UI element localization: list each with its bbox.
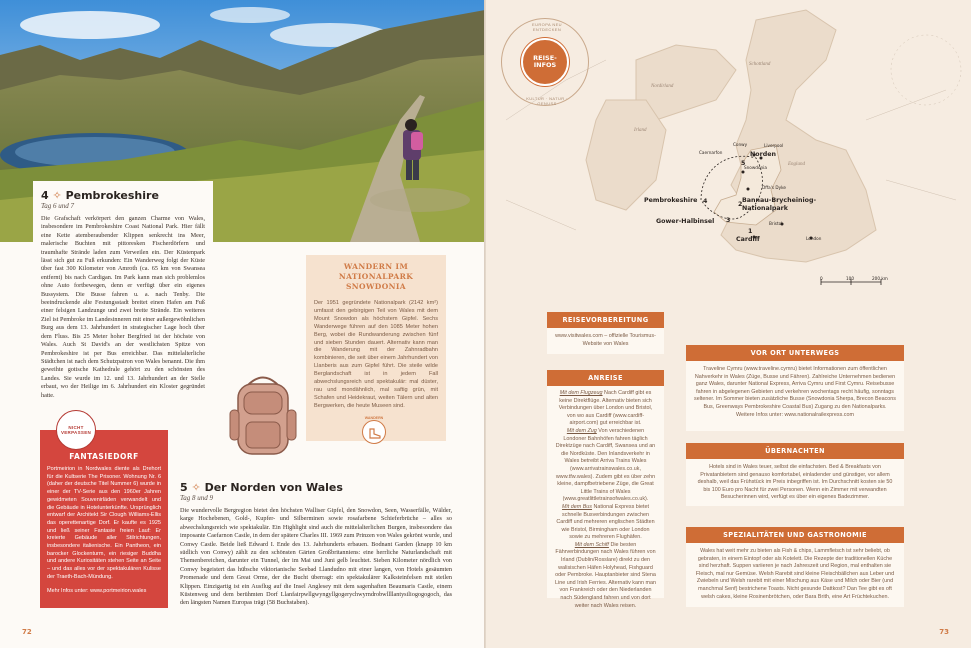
anreise-bus-label: Mit dem Bus bbox=[562, 503, 593, 510]
map-label-bannau: Bannau-Brycheiniog-Nationalpark bbox=[742, 197, 817, 212]
anreise-flug-text: Nach Cardiff gibt es keine Direktflüge. Alternativ bieten sich Verbindungen über London und Bristol, von wo aus Cardiff (www.cardiff-airport.com) gut erreichbar ist. bbox=[558, 390, 653, 427]
map-stop-1: 1 bbox=[748, 228, 753, 235]
wandern-text: Der 1951 gegründete Nationalpark (2142 km²) umfasst den gebirgigen Teil von Wales mit dem Mount Snowdon als höchstem Gipfel. Sechs Wanderwege führen auf den 1085 Meter hohen Berg, wobei die Rundwanderung zwischen fünf und sieben Stunden dauert. Alternativ kann man die Wanderung mit der Zahnradbahn kombinieren, die seit über einem Jahrhundert von Llanberis aus zum Gipfel führt. Die steile wilde Berglandschaft ist in jedem Fall abwechslungsreich und spektakulär: mal düster, rau und mondähnlich, mal saftig grün, mit Schafen und Heidekraut, weiten Tälern und alten Bergwerken, die heute Museen sind. bbox=[314, 300, 438, 409]
section-number: 4 bbox=[41, 189, 49, 202]
box-reisevorbereitung bbox=[547, 312, 664, 354]
anreise-bus-text: National Express bietet schnelle Busverbindungen zwischen Cardiff und mehreren englischen Städten wie Bristol, Birmingham oder London sowie zu mehreren Flughäfen. bbox=[556, 503, 655, 541]
section-norden-von-wales bbox=[180, 481, 452, 608]
norden-heading bbox=[180, 481, 452, 494]
map-stop-3: 3 bbox=[726, 217, 731, 224]
stamp-top-text: EUROPA NEU ENTDECKEN bbox=[532, 22, 562, 32]
anreise-schiff-text: Die besten Fährverbindungen nach Wales führen von Irland (Dublin/Rosslare) direkt zu den walisischen Häfen Holyhead, Fishguard oder Pembroke. Hauptanbieter sind Stena Line und Irish Ferries. Alternativ kann man von Frankreich oder den Niederlanden nach Südengland fahren und von dort weiter nach Wales reisen. bbox=[555, 541, 656, 609]
anreise-flug-label: Mit dem Flugzeug bbox=[559, 390, 603, 396]
anreise-zug-text: Von verschiedenen Londoner Bahnhöfen fahren täglich Direktzüge nach Cardiff, Swansea und an die Nordküste. Den Inlandsverkehr in Wales betreibt Arriva Trains Wales (www.arrivatrainswales.co.uk, www.tfw.wales). Zudem gibt es über zehn kleine, dampfbetriebene Züge, die Great Little Trains of Wales (www.greatlittletrainsofwales.co.uk). bbox=[555, 427, 656, 503]
anreise-zug-label: Mit dem Zug bbox=[566, 427, 597, 434]
hiking-boot-icon bbox=[362, 420, 386, 444]
section-days: Tag 8 und 9 bbox=[180, 494, 214, 502]
map-region-england: England bbox=[788, 162, 805, 167]
backpack-icon bbox=[228, 370, 298, 465]
reisevorbereitung-heading: REISEVORBEREITUNG bbox=[547, 312, 664, 328]
section-title: Der Norden von Wales bbox=[204, 481, 343, 494]
anreise-heading: ANREISE bbox=[547, 370, 664, 386]
box-uebernachten bbox=[686, 443, 904, 506]
map-label-conwy: Conwy bbox=[733, 142, 748, 147]
stamp-bottom-text: KULTUR · NATUR · GENUSS bbox=[526, 96, 568, 106]
box-spezialitaeten bbox=[686, 527, 904, 607]
box-fantasiedorf bbox=[40, 430, 168, 608]
map-label-cardiff: Cardiff bbox=[736, 236, 760, 243]
spezialitaeten-text: Wales hat weit mehr zu bieten als Fish & chips, Lammfleisch ist sehr beliebt, ob gebraten, in einem Eintopf oder als Kotelett. Die Rezepte der traditionellen Küche sind herzhaft. Suppen variieren je nach Jahreszeit und Region, mal enthalten sie Fleisch, mal nur Gemüse. Welsh Rarebit sind kleine Fleischbällchen aus Leber und Zwiebeln und Welsh rarebit mit einer Mischung aus Käse und Milch oder Bier (und manchmal Senf) bestrichene Toasts. Nicht gesunde Dattkost? Dan Tee gibt es oft welsh cakes, kleine Rosinenbrötchen, oder Bara Brith, eine Art Früchtekuchen. bbox=[695, 548, 895, 600]
map-label-liverpool: Liverpool bbox=[764, 143, 784, 148]
wandern-title: WANDERN IM NATIONALPARK SNOWDONIA bbox=[338, 262, 414, 291]
nicht-verpassen-seal: NICHT VERPASSEN bbox=[56, 410, 96, 450]
pembrokeshire-heading bbox=[41, 189, 205, 202]
fantasiedorf-link[interactable]: Mehr Infos unter: www.portmeirion.wales bbox=[47, 587, 147, 594]
right-page bbox=[486, 0, 971, 648]
vor-ort-text: Traveline Cymru (www.traveline.cymru) bietet Informationen zum öffentlichen Nahverkehr in Wales (Züge, Busse und Fähren). Zahlreiche Unternehmen bedienen ganz Wales, darunter National Express, Arriva Cymru und First Cymru. Reisebusse fahren in abgelegenen Gebieten und verkehren wochentags recht häufig, sonntags seltener. Im Sommer bieten zusätzliche Busse (Snowdonia Sherpa, Brecon Beacons Bus, Greenways Pembrokeshire Coastal Bus) Zugang zu den Nationalparks. Weitere Infos unter: www.nationalrailexpress.com bbox=[694, 366, 896, 418]
map-scale-100: 100 bbox=[846, 276, 854, 281]
map-stop-4: 4 bbox=[703, 198, 708, 205]
map-label-snowdonia: Snowdonia bbox=[744, 165, 767, 170]
star-icon: ✧ bbox=[52, 189, 62, 202]
map-scale-0: 0 bbox=[820, 276, 823, 281]
section-pembrokeshire bbox=[33, 181, 213, 406]
map-label-pembrokeshire: Pembrokeshire bbox=[644, 197, 698, 204]
box-vor-ort-unterwegs bbox=[686, 345, 904, 431]
spezialitaeten-heading: SPEZIALITÄTEN UND GASTRONOMIE bbox=[686, 527, 904, 543]
uebernachten-heading: ÜBERNACHTEN bbox=[686, 443, 904, 459]
map-stop-2: 2 bbox=[738, 201, 743, 208]
map-region-irland: Irland bbox=[634, 128, 647, 133]
norden-text: Die wundervolle Bergregion bietet den höchsten Walliser Gipfel, den Snowdon, Seen, Wasserfälle, Wälder, karge Hochebenen, Gold-, Kupfer- und Silberminen sowie rosafarbene Schieferbrüche – alles so abwechslungsreich wie spektakulär. Ein Highlight sind auch die mittelalterlichen Burgen, insbesondere das imposante Caefarnon Castle, in dem der spätere Charles III. 1969 zum Prinzen von Wales gekrönt wurde, und Conwy Castle. Beide ließ Edward I. Ende des 13. Jahrhunderts erbauen. Bodnant Garden (knapp 10 km südlich von Conwy) zählt zu den schönsten Gärten Großbritanniens: eine herrliche Naturlandschaft mit Themenbereichen, darunter ein Tunnel, der im Mai und Juni gelb leuchtet. Sieben Kilometer nördlich von Conwy begeistert das hübsche viktorianische Seebad Llandudno mit einer langen, von Hotels gesäumten Promenade und dem Great Orme, der die Bucht überragt: ein spektakulärer Kalksteinfelsen mit steilen Klippen. Einzigartig ist ein Ausflug auf die Insel Anglesey mit dem sagenhaften Beaumaris Castle, einem Küstenweg und dem berühmten Dorf Llanfairpwllgwyngyllgogerychwyrndrobwllllantysiliogogogoch, das den längsten Namen Europas trägt (58 Buchstaben). bbox=[180, 507, 452, 607]
map-label-norden: Norden bbox=[750, 151, 776, 158]
wandern-badge-label: WANDERN bbox=[364, 416, 384, 420]
section-title: Pembrokeshire bbox=[65, 189, 159, 202]
anreise-schiff-label: Mit dem Schiff bbox=[574, 541, 609, 548]
page-number-right: 73 bbox=[939, 628, 949, 636]
map-label-gower: Gower-Halbinsel bbox=[656, 218, 715, 225]
section-number: 5 bbox=[180, 481, 188, 494]
map-region-schottland: Schottland bbox=[749, 62, 771, 67]
vor-ort-heading: VOR ORT UNTERWEGS bbox=[686, 345, 904, 361]
pembrokeshire-text: Die Grafschaft verkörpert den ganzen Charme von Wales, insbesondere im Pembrokeshire Coast National Park. Hier fällt eine Kette atemberaubender Klippen senkrecht ins Meer, malerische Buchten mit pittoresken Fischerdörfern und traumhafte Strände laden zum Verweilen ein. Der Küstenpark lässt sich gut zu Fuß erkunden: Ein Wanderweg folgt der Küste über fast 300 Kilometer von Amroth (ca. 65 km von Swansea entfernt) bis nach Cardigan. Im Park kann man sich problemlos ohne Auto fortbewegen, denn er verfügt über ein eigenes Bussystem. Die Busse fahren u. a. nach Tenby. Die beeindruckende alte Festungsstadt breitet einen Hafen am Fuß einer felsigen Landzunge und zwei breite Strände. Ein weiteres Ziel ist Pembroke im Landesinneren mit einer außergewöhnlichen Burg aus dem 13. Jahrhundert in strategischer Lage hoch über dem Fluss. Bis 25 Meter hoher Bergfried ist der höchste von Wales. Auch St David's an der westlichsten Spitze von Pembrokeshire ist per Bus erreichbar. Das mittelalterliche Städtchen ist nach dem Schutzpatron von Wales benannt. Die ihm geweihte gotische Kathedrale gehört zu den schönsten des Landes. Sie wurde im 12. und 13. Jahrhundert an der Stelle erbaut, wo der Heilige im 6. Jahrhundert ein Kloster gegründet hatte. bbox=[41, 215, 205, 399]
map-label-offas-dyke: Offa's Dyke bbox=[762, 185, 786, 190]
reisevorbereitung-text: www.visitwales.com – offizielle Tourismus-Website von Wales bbox=[555, 333, 656, 347]
page-number-left: 72 bbox=[22, 628, 32, 636]
stamp-center: REISE-INFOS bbox=[521, 38, 569, 86]
fantasiedorf-text: Portmeirion in Nordwales diente als Drehort für die Kultserie The Prisoner. Wohnung Nr. 6 (daher der deutsche Titel Nummer 6) wurde in einer der TV-Serie aus den 1960er Jahren gewidmeten Souvenirläden verwandelt und die Gebäude in Hotelunterkünfte. Ursprünglich entwarf der Architekt Sir Clough Williams-Ellis das operettenartige Dorf. Er kaufte es 1925 und ließ seiner Fantasie freien Lauf: Er kreierte Gebäude aller Stilrichtungen, insbesondere italienische. Ein Pantheon, ein barocker Glockenturm, ein riesiger Buddha und andere Kuriositäten stehen Seite an Seite – und das alles vor der spektakulären Kulisse der Traeth-Bach-Mündung. bbox=[47, 466, 161, 580]
uebernachten-text: Hotels sind in Wales teuer, selbst die einfachsten. Bed & Breakfasts von Privatanbietern sind genauso komfortabel, einladender und günstiger, vor allem deshalb, weil das Frühstück im Preis inbegriffen ist. Im Durchschnitt kosten sie 50 bis 100 Euro pro Nacht für zwei Personen. Wenn ein Zimmer mit verwandten Besucherinnen wird, verfügt es über ein eigenes Badezimmer. bbox=[697, 464, 893, 501]
map-label-caernarfon: Caernarfon bbox=[699, 150, 723, 155]
box-anreise bbox=[547, 370, 664, 609]
map-label-london: London bbox=[806, 236, 822, 241]
left-page bbox=[0, 0, 485, 648]
map-region-nordirland: Nordirland bbox=[651, 84, 674, 89]
section-days: Tag 6 und 7 bbox=[41, 202, 75, 210]
map-label-bristol: Bristol bbox=[769, 221, 783, 226]
box-wandern bbox=[306, 255, 446, 441]
map-stop-5: 5 bbox=[741, 160, 746, 167]
map-scale-200: 200 km bbox=[872, 276, 888, 281]
fantasiedorf-title: FANTASIEDORF bbox=[69, 452, 139, 461]
star-icon: ✧ bbox=[191, 481, 201, 494]
